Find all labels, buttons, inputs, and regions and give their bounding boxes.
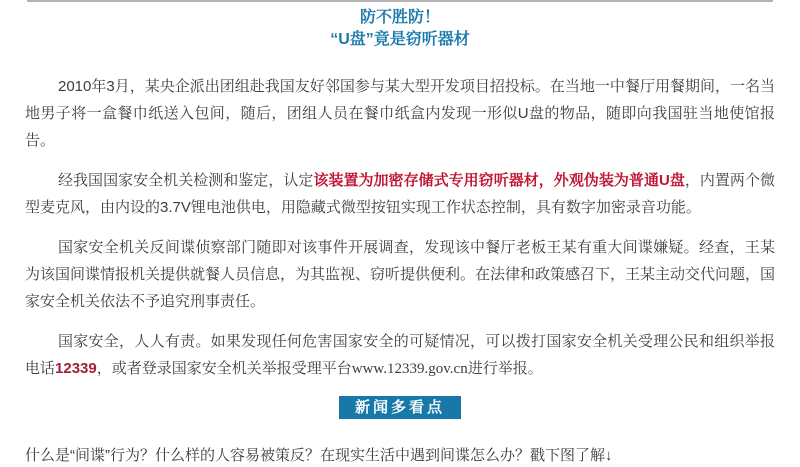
article-paragraph bbox=[25, 234, 775, 315]
article-body bbox=[25, 73, 775, 383]
article-paragraph bbox=[25, 167, 775, 221]
top-divider bbox=[27, 0, 773, 2]
highlighted-finding-text: 该装置为加密存储式专用窃听器材，外观伪装为普通U盘 bbox=[313, 172, 685, 189]
paragraph-text: ，或者登录国家安全机关举报受理平台 bbox=[96, 360, 352, 377]
report-platform-url: www.12339.gov.cn bbox=[351, 361, 468, 377]
paragraph-text: 2010年3月，某央企派出团组赴我国友好邻国参与某大型开发项目招投标。在当地一中餐厅用餐期间，一名当地男子将一盒餐巾纸送入包间，随后，团组人员在餐巾纸盒内发现一形似U盘的物品，随即向我国驻当地使馆报告。 bbox=[25, 78, 775, 149]
article-title-line2: “U盘”竟是窃听器材 bbox=[330, 31, 470, 48]
article-title-line1: 防不胜防！ bbox=[359, 9, 440, 26]
paragraph-text: 国家安全，人人有责。如果发现任何危害国家安全的可疑情况，可以拨打国家安全机关受理公民和组织举报电话 bbox=[25, 333, 775, 377]
button-row bbox=[25, 396, 775, 419]
footer-teaser: 什么是“间谍”行为？什么样的人容易被策反？在现实生活中遇到间谍怎么办？戳下图了解↓ bbox=[25, 447, 613, 464]
paragraph-text: 经我国国家安全机关检测和鉴定，认定 bbox=[58, 172, 314, 189]
paragraph-text: 国家安全机关反间谍侦察部门随即对该事件开展调查，发现该中餐厅老板王某有重大间谍嫌疑。经查，王某为该国间谍情报机关提供就餐人员信息，为其监视、窃听提供便利。在法律和政策感召下，王某主动交代问题，国家安全机关依法不予追究刑事责任。 bbox=[25, 239, 776, 310]
article-paragraph bbox=[25, 328, 775, 383]
report-hotline-number: 12339 bbox=[55, 360, 97, 377]
article-title bbox=[25, 7, 775, 51]
article-paragraph bbox=[25, 73, 775, 154]
paragraph-text: 进行举报。 bbox=[467, 360, 543, 377]
news-more-button[interactable]: 新闻多看点 bbox=[339, 396, 461, 419]
paragraph-text: ，内置两个微型麦克风，由内设的3.7V锂电池供电，用隐藏式微型按钮实现工作状态控制，具有数字加密录音功能。 bbox=[25, 172, 775, 216]
